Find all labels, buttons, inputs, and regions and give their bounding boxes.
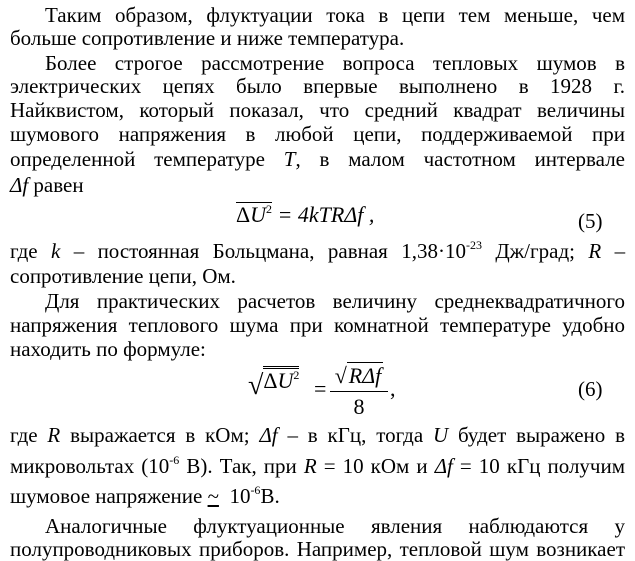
symbol-delta-f: Δf — [10, 173, 29, 197]
eq6-lhs-overline — [263, 368, 299, 392]
p2-line-5-text-b: , в малом частотном интервале — [295, 147, 625, 171]
p2-line-6 — [10, 174, 84, 196]
p3-exponent: -23 — [465, 238, 482, 252]
p2-line-2: электрических цепях было впервые выполнено в 1928 г. — [10, 74, 625, 98]
p1-line-2: больше сопротивление и ниже температура. — [10, 26, 405, 50]
p3-line-2: сопротивление цепи, Ом. — [10, 264, 236, 288]
eq6-R-delta-f: RΔf — [348, 363, 382, 388]
p5-line-2-exponent: -6 — [169, 453, 180, 467]
symbol-R: R — [47, 423, 61, 447]
p5-line-2-text-a: микровольтах (10 — [10, 454, 170, 478]
symbol-R: R — [588, 239, 602, 263]
sqrt-icon: √ — [248, 370, 264, 401]
eq6-numerator — [330, 362, 388, 392]
p5-text-c: – в кГц, тогда — [287, 423, 424, 447]
eq5-rhs: = 4kTRΔf , — [277, 202, 375, 227]
equation-5 — [236, 202, 374, 228]
p5-line-2-text-b: В). Так, при — [179, 454, 297, 478]
p2-line-5 — [10, 148, 625, 170]
p5-line-1 — [10, 424, 625, 446]
p5-text-b: выражается в кОм; — [70, 423, 250, 447]
p3-line-1 — [10, 240, 625, 262]
eq5-U: U — [250, 202, 267, 227]
eq5-delta: Δ — [236, 202, 251, 227]
eq6-denominator: 8 — [353, 394, 365, 419]
eq5-exponent: 2 — [266, 202, 273, 216]
eq6-numerator-radicand — [347, 362, 383, 389]
eq6-equals: = — [314, 376, 327, 401]
eq6-lhs — [248, 368, 299, 402]
p5-line-2-text-c: = 10 кОм и — [323, 454, 428, 478]
p4-line-3: находить по формуле: — [10, 337, 206, 361]
p2-line-4: шумового напряжения в любой цепи, поддерживаемой при — [10, 122, 625, 146]
p5-line-3 — [10, 485, 280, 507]
sqrt-icon: √ — [334, 363, 347, 388]
p2-line-3: Найквистом, который показал, что средний квадрат величины — [10, 98, 625, 122]
p5-line-3-text-b: 10 — [229, 484, 251, 508]
p2-line-6-text: равен — [28, 173, 84, 197]
eq6-U: U — [277, 368, 294, 393]
eq6-comma: , — [390, 376, 396, 401]
p6-line-2: полупроводниковых приборов. Например, тепловой шум возникает — [10, 537, 625, 561]
p4-line-2: напряжения теплового шума при комнатной температуре удобно — [10, 313, 625, 337]
p4-line-1: Для практических расчетов величину среднеквадратичного — [45, 289, 625, 313]
p3-text-d: – — [614, 239, 626, 263]
symbol-k: k — [50, 239, 61, 263]
p5-line-3-exponent: -6 — [250, 483, 261, 497]
symbol-U: U — [433, 423, 449, 447]
p5-text-a: где — [10, 423, 38, 447]
symbol-T: T — [283, 147, 296, 171]
equation-5-number: (5) — [578, 209, 603, 233]
eq6-delta: Δ — [263, 368, 278, 393]
eq5-lhs-overline — [236, 202, 272, 226]
p2-line-1: Более строгое рассмотрение вопроса тепловых шумов в — [45, 51, 625, 75]
eq6-fraction — [330, 362, 388, 420]
symbol-delta-f: Δf — [434, 454, 453, 478]
approx-sign: ~ — [207, 484, 219, 508]
p2-line-5-text-a: определенной температуре — [10, 147, 265, 171]
p5-line-3-text-a: шумовое напряжение — [10, 484, 203, 508]
p3-text-a: где — [10, 239, 38, 263]
p6-line-1: Аналогичные флуктуационные явления наблюдаются у — [45, 514, 625, 538]
eq6-lhs-radicand — [263, 366, 299, 392]
p5-line-3-text-c: В. — [260, 484, 280, 508]
symbol-delta-f: Δf — [259, 423, 278, 447]
equation-6-number: (6) — [578, 377, 603, 401]
eq6-exponent: 2 — [293, 368, 300, 382]
p5-line-2 — [10, 455, 625, 477]
p5-line-2-text-d: = 10 кГц получим — [452, 454, 626, 478]
p1-line-1: Таким образом, флуктуации тока в цепи тем меньше, чем — [45, 3, 625, 27]
symbol-R: R — [303, 454, 317, 478]
p5-text-d: будет выражено в — [458, 423, 626, 447]
p3-text-c: Дж/град; — [495, 239, 575, 263]
p3-text-b: – постоянная Больцмана, равная 1,38·10 — [73, 239, 466, 263]
